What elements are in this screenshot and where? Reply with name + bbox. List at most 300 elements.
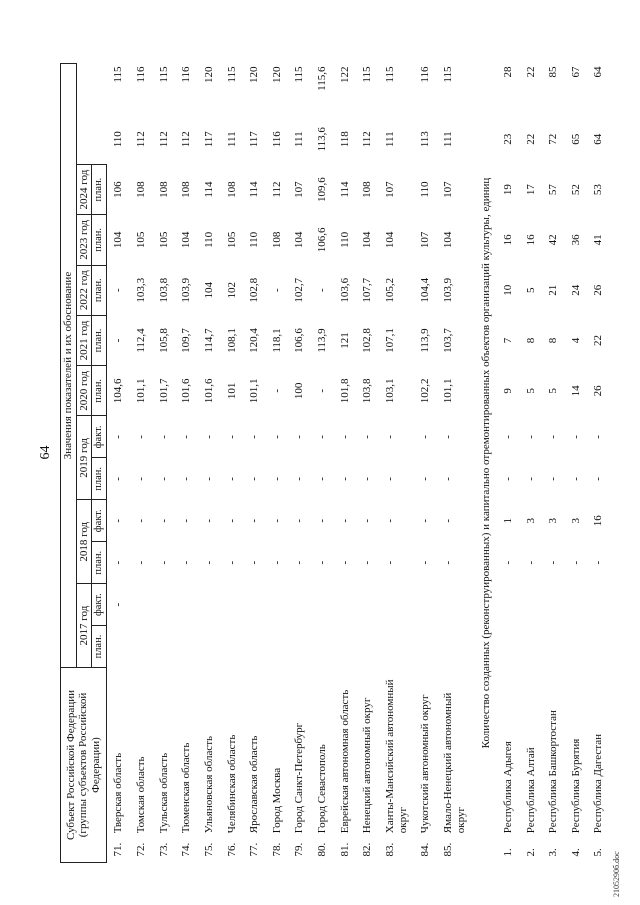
value-cell: 115 (384, 66, 397, 83)
value-cell: - (384, 518, 397, 523)
value-cell: 108 (180, 181, 193, 198)
value-cell: 8 (524, 337, 537, 344)
value-cell: - (338, 518, 351, 523)
value-cell: - (316, 435, 329, 439)
value-cell: - (569, 435, 582, 439)
value-cell: - (316, 518, 329, 523)
value-cell: - (270, 560, 283, 565)
value-cell: 115 (293, 66, 306, 83)
empty-cell (379, 626, 414, 668)
value-cell: 22 (524, 133, 537, 145)
value-cell: 24 (569, 284, 582, 296)
value-cell: 113,9 (316, 328, 329, 353)
subject-name: Тверская область (112, 752, 125, 834)
table-row (130, 64, 153, 863)
table-row (153, 64, 176, 863)
value-cell: 105 (157, 231, 170, 249)
table-row (334, 64, 357, 863)
table-row (437, 64, 472, 863)
value-cell: 104 (112, 231, 125, 249)
value-cell: - (441, 560, 454, 565)
value-cell: 107 (441, 181, 454, 198)
value-cell: 116 (180, 66, 193, 83)
row-number: 73. (157, 842, 170, 857)
table-row (288, 64, 311, 863)
value-cell: 106 (112, 181, 125, 198)
value-cell: 26 (592, 284, 605, 296)
value-cell: 116 (270, 131, 283, 148)
row-number: 85. (441, 842, 454, 857)
empty-cell (520, 584, 543, 626)
value-cell: 26 (592, 385, 605, 397)
value-cell: - (384, 560, 397, 565)
value-cell: - (293, 560, 306, 565)
value-cell: 105 (225, 231, 238, 249)
fact-2019-header: факт. (92, 416, 107, 458)
empty-cell (221, 584, 244, 626)
value-cell: 42 (547, 234, 560, 246)
value-cell: - (248, 477, 261, 481)
indicators-table (60, 63, 610, 863)
empty-cell (437, 584, 472, 626)
value-cell: 5 (547, 388, 560, 394)
value-cell: 114,7 (202, 328, 215, 353)
value-cell: 118,1 (270, 328, 283, 353)
value-cell: 19 (501, 184, 514, 196)
subject-name: Республика Алтай (524, 747, 537, 834)
year-2017-header: 2017 год (76, 584, 92, 668)
value-cell: - (524, 435, 537, 439)
empty-cell (243, 626, 266, 668)
subject-name: Тульская область (157, 752, 170, 834)
subject-column-header: Субъект Российской Федерации (группы субъектов Российской Федерации) (61, 668, 107, 863)
value-cell: 5 (524, 287, 537, 293)
value-cell: - (419, 518, 432, 523)
value-cell: - (441, 435, 454, 439)
value-cell: 22 (524, 66, 537, 78)
value-cell: 112 (157, 131, 170, 148)
value-cell: 101,7 (157, 378, 170, 404)
value-cell: 110 (419, 181, 432, 198)
empty-cell (356, 626, 379, 668)
page-number: 64 (38, 445, 53, 460)
value-cell: - (270, 477, 283, 481)
table-row (356, 64, 379, 863)
section-table-row (497, 64, 520, 863)
value-cell: - (112, 288, 125, 293)
value-cell: 67 (569, 66, 582, 78)
value-cell: 120 (270, 66, 283, 83)
value-cell: - (225, 518, 238, 523)
value-cell: 107 (419, 231, 432, 249)
value-cell: 107 (384, 181, 397, 198)
value-cell: 116 (134, 66, 147, 83)
value-cell: - (338, 477, 351, 481)
value-cell: 112 (134, 131, 147, 148)
value-cell: 23 (501, 133, 514, 145)
value-cell: 102,2 (419, 378, 432, 404)
empty-cell (266, 584, 289, 626)
subject-name: Тюменская область (180, 742, 193, 834)
value-cell: 111 (293, 131, 306, 148)
year-2020-header: 2020 год (76, 366, 92, 416)
value-cell: 108 (225, 181, 238, 198)
value-cell: - (569, 560, 582, 565)
value-cell: 117 (202, 131, 215, 148)
empty-cell (243, 584, 266, 626)
empty-cell (497, 584, 520, 626)
value-cell: - (157, 435, 170, 439)
empty-cell (542, 584, 565, 626)
value-cell: 107,1 (384, 328, 397, 353)
value-cell: 16 (501, 234, 514, 246)
row-number: 3. (547, 848, 560, 857)
value-cell: 111 (384, 131, 397, 148)
value-cell: 111 (441, 131, 454, 148)
empty-cell (414, 584, 437, 626)
value-cell: - (112, 560, 125, 565)
table-row (311, 64, 334, 863)
table-row (379, 64, 414, 863)
value-cell: - (248, 435, 261, 439)
value-cell: 120 (248, 66, 261, 83)
empty-cell (311, 626, 334, 668)
table-row (221, 64, 244, 863)
row-number: 72. (134, 842, 147, 857)
value-cell: 121 (338, 332, 351, 349)
value-cell: 100 (293, 382, 306, 400)
value-cell: - (180, 477, 193, 481)
empty-cell (565, 584, 588, 626)
value-cell: 1 (501, 518, 514, 524)
value-cell: 53 (592, 184, 605, 196)
empty-cell (542, 626, 565, 668)
value-cell: 41 (592, 234, 605, 246)
value-cell: 17 (524, 184, 537, 196)
subject-name: Ямало-Ненецкий автономный округ (441, 692, 467, 834)
table-row (107, 64, 130, 863)
row-number: 78. (270, 842, 283, 857)
value-cell: 115,6 (316, 66, 329, 91)
value-cell: - (225, 435, 238, 439)
value-cell: 64 (592, 133, 605, 145)
value-cell: 111 (225, 131, 238, 148)
value-cell: 101 (225, 382, 238, 400)
empty-cell (587, 626, 610, 668)
value-cell: - (419, 435, 432, 439)
value-cell: 106,6 (293, 328, 306, 353)
subject-name: Томская область (134, 756, 147, 834)
empty-cell (221, 626, 244, 668)
row-number: 77. (248, 842, 261, 857)
subject-name: Город Москва (270, 767, 283, 834)
table-row (414, 64, 437, 863)
value-cell: - (202, 518, 215, 523)
plan-2024-header: план. (92, 164, 107, 214)
value-cell: 115 (441, 66, 454, 83)
value-cell: - (361, 518, 374, 523)
subject-name: Республика Башкортостан (547, 710, 560, 834)
value-cell: 102,8 (248, 277, 261, 303)
value-cell: - (316, 388, 329, 393)
value-cell: - (248, 518, 261, 523)
value-cell: 101,6 (202, 378, 215, 404)
value-cell: 52 (569, 184, 582, 196)
value-cell: 103,3 (134, 277, 147, 303)
value-cell: 3 (547, 518, 560, 524)
value-cell: - (361, 435, 374, 439)
value-cell: 108 (270, 231, 283, 249)
row-number: 76. (225, 842, 238, 857)
value-cell: - (270, 388, 283, 393)
value-cell: - (202, 477, 215, 481)
value-cell: 9 (501, 388, 514, 394)
row-number: 81. (338, 842, 351, 857)
value-cell: 36 (569, 234, 582, 246)
value-cell: 103,9 (180, 277, 193, 303)
year-2021-header: 2021 год (76, 315, 92, 365)
empty-cell (520, 626, 543, 668)
row-number: 79. (293, 842, 306, 857)
section-title: Количество созданных (реконструированных) и капитально отремонтированных объектов организаций культуры, единиц (480, 177, 493, 749)
plan-2020-header: план. (92, 366, 107, 416)
value-cell: - (316, 477, 329, 481)
value-cell: 101,1 (441, 378, 454, 404)
value-cell: 4 (569, 337, 582, 344)
value-cell: - (384, 477, 397, 481)
empty-cell (379, 584, 414, 626)
value-cell: 16 (592, 515, 605, 527)
plan-2023-header: план. (92, 215, 107, 265)
value-cell: 105,2 (384, 277, 397, 303)
value-cell: 113 (419, 131, 432, 148)
value-cell: 102,8 (361, 328, 374, 353)
value-cell: 104 (441, 231, 454, 249)
value-cell: 110 (111, 131, 124, 148)
value-cell: 108,1 (225, 328, 238, 353)
empty-cell (153, 626, 176, 668)
table-row (243, 64, 266, 863)
value-cell: - (569, 477, 582, 481)
value-cell: 57 (547, 184, 560, 196)
empty-cell (334, 626, 357, 668)
value-cell: 103,8 (157, 277, 170, 303)
empty-cell (497, 626, 520, 668)
value-cell: 8 (547, 337, 560, 344)
value-cell: - (293, 518, 306, 523)
value-cell: - (134, 477, 147, 481)
value-cell: 21 (547, 284, 560, 296)
value-cell: 114 (248, 181, 261, 198)
table-body (107, 64, 610, 863)
subject-name: Город Санкт-Петербург (293, 722, 306, 834)
value-cell: - (157, 560, 170, 565)
value-cell: 101,1 (248, 378, 261, 404)
value-cell: - (112, 518, 125, 523)
value-cell: 101,1 (134, 378, 147, 404)
value-cell: 3 (569, 518, 582, 524)
value-cell: - (270, 435, 283, 439)
row-number: 1. (501, 848, 514, 857)
year-2018-header: 2018 год (76, 500, 92, 584)
value-cell: 115 (361, 66, 374, 83)
empty-cell (130, 626, 153, 668)
subject-name: Ненецкий автономный округ (361, 697, 374, 834)
fact-2017-header: факт. (92, 584, 107, 626)
value-cell: 113,6 (316, 127, 329, 152)
value-cell: - (592, 435, 605, 439)
value-cell: - (338, 560, 351, 565)
value-cell: 104 (202, 281, 215, 299)
subject-name: Республика Адыгея (501, 741, 514, 834)
value-cell: 112,4 (134, 328, 147, 353)
value-cell: 112 (361, 131, 374, 148)
year-2019-header: 2019 год (76, 416, 92, 500)
value-cell: 14 (569, 385, 582, 397)
empty-cell (437, 626, 472, 668)
value-cell: - (524, 560, 537, 565)
value-cell: - (547, 435, 560, 439)
empty-cell (198, 584, 221, 626)
value-cell: - (134, 435, 147, 439)
value-cell: 104 (180, 231, 193, 249)
value-cell: 22 (592, 335, 605, 346)
row-number: 2. (524, 848, 537, 857)
value-cell: 106,6 (316, 227, 329, 253)
value-cell: 122 (338, 66, 351, 83)
value-cell: - (134, 560, 147, 565)
value-cell: - (419, 477, 432, 481)
section-table-row (520, 64, 543, 863)
value-cell: 5 (524, 388, 537, 394)
value-cell: - (157, 518, 170, 523)
plan-2022-header: план. (92, 265, 107, 315)
value-cell: 7 (501, 337, 514, 344)
value-cell: 101,6 (180, 378, 193, 404)
plan-2018-header: план. (92, 542, 107, 584)
value-cell: 103,9 (441, 277, 454, 303)
value-cell: - (384, 435, 397, 439)
empty-cell (356, 584, 379, 626)
value-cell: - (134, 518, 147, 523)
value-cell: - (361, 560, 374, 565)
empty-cell (198, 626, 221, 668)
subject-name: Республика Бурятия (569, 738, 582, 834)
empty-cell (587, 584, 610, 626)
subject-name: Республика Дагестан (592, 733, 605, 834)
subject-name: Чукотский автономный округ (419, 694, 432, 834)
empty-cell (565, 626, 588, 668)
section-table-row (565, 64, 588, 863)
value-cell: - (293, 477, 306, 481)
value-cell: 113,9 (419, 328, 432, 353)
table-row (198, 64, 221, 863)
value-cell: 107,7 (361, 277, 374, 303)
value-cell: - (112, 435, 125, 439)
value-cell: 103,1 (384, 378, 397, 404)
document-code: 2105290б.doc (612, 851, 621, 897)
value-cell: 103,8 (361, 378, 374, 404)
table-header (61, 64, 107, 863)
value-cell: - (524, 477, 537, 481)
row-number: 84. (419, 842, 432, 857)
value-cell: 114 (338, 181, 351, 198)
table-row (266, 64, 289, 863)
value-cell: 108 (134, 181, 147, 198)
empty-cell (175, 626, 198, 668)
year-2023-header: 2023 год (76, 215, 92, 265)
value-cell: - (180, 560, 193, 565)
value-cell: 110 (338, 231, 351, 248)
value-cell: 16 (524, 234, 537, 246)
value-cell: 108 (157, 181, 170, 198)
section-row (472, 64, 497, 863)
plan-2017-header: план. (92, 626, 107, 668)
subject-name: Ярославская область (248, 735, 261, 834)
value-cell: - (248, 560, 261, 565)
value-cell: - (316, 288, 329, 293)
value-cell: - (316, 560, 329, 565)
value-cell: 72 (547, 133, 560, 145)
value-cell: 85 (547, 66, 560, 78)
value-cell: - (112, 602, 125, 607)
value-cell: - (441, 477, 454, 481)
value-cell: 101,8 (338, 378, 351, 404)
value-cell: - (202, 435, 215, 439)
subject-name: Челябинская область (225, 734, 238, 834)
value-cell: - (180, 518, 193, 523)
row-number: 82. (361, 842, 374, 857)
value-cell: - (547, 560, 560, 565)
value-cell: 105,8 (157, 328, 170, 353)
value-cell: 115 (157, 66, 170, 83)
value-cell: 109,6 (316, 177, 329, 202)
empty-cell (288, 626, 311, 668)
value-cell: 112 (180, 131, 193, 148)
value-cell: 10 (501, 284, 514, 296)
empty-cell (311, 584, 334, 626)
value-cell: - (157, 477, 170, 481)
value-cell: 104 (384, 231, 397, 249)
value-cell: - (180, 435, 193, 439)
value-cell: 102 (225, 281, 238, 299)
value-cell: - (225, 560, 238, 565)
row-number: 80. (316, 842, 329, 857)
value-cell: - (112, 477, 125, 481)
row-number: 75. (202, 842, 215, 857)
row-number: 83. (384, 842, 397, 857)
value-cell: - (270, 288, 283, 293)
subject-name: Город Севастополь (316, 744, 329, 834)
table-row (175, 64, 198, 863)
year-2022-header: 2022 год (76, 265, 92, 315)
value-cell: 120,4 (248, 328, 261, 353)
row-number: 74. (180, 842, 193, 857)
section-table-row (587, 64, 610, 863)
value-cell: 107 (293, 181, 306, 198)
value-cell: - (441, 518, 454, 523)
value-cell: - (592, 477, 605, 481)
value-cell: 104 (293, 231, 306, 249)
empty-cell (266, 626, 289, 668)
empty-cell (130, 584, 153, 626)
value-cell: 104,6 (112, 378, 125, 404)
value-cell: 117 (248, 131, 261, 148)
plan-2019-header: план. (92, 458, 107, 500)
value-cell: 112 (270, 181, 283, 198)
value-cell: 114 (202, 181, 215, 198)
empty-cell (175, 584, 198, 626)
